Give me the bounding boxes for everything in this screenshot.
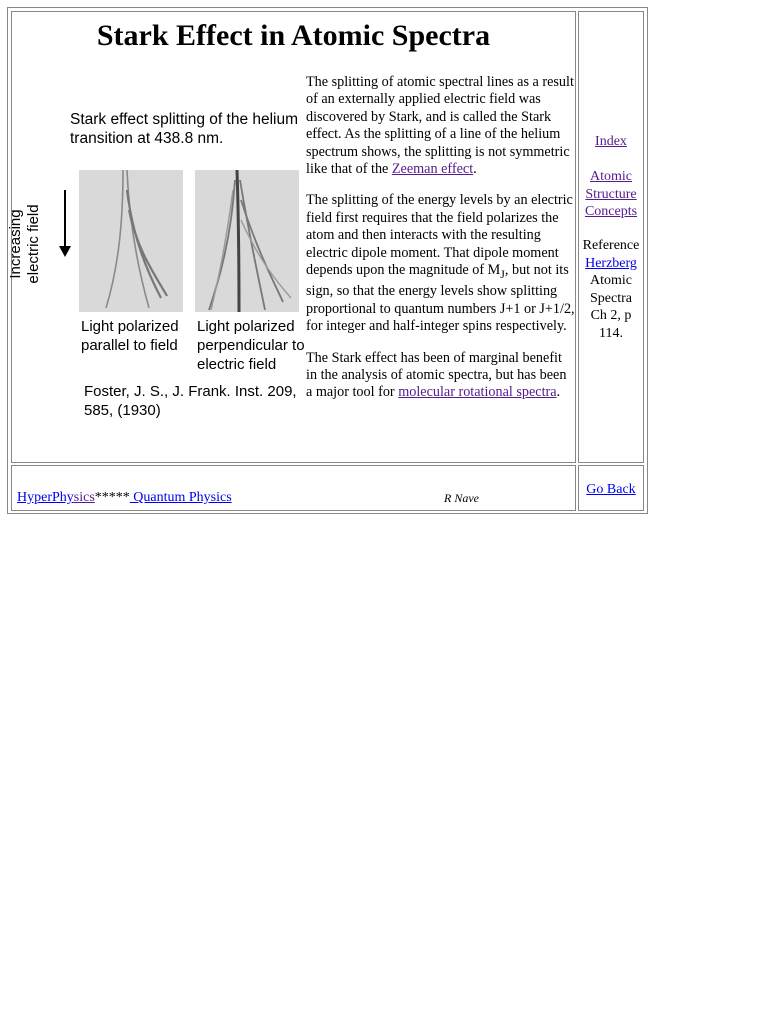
- paragraph-1: [306, 74, 576, 178]
- paragraph-3-end: .: [556, 384, 561, 401]
- hyperphysics-link-a: HyperPhy: [17, 490, 74, 505]
- atomic-structure-link-3[interactable]: Concepts: [584, 204, 638, 219]
- figure-label-perpendicular: Light polarized perpendicular to electric field: [197, 318, 305, 373]
- spectrum-photo-parallel: [79, 170, 183, 312]
- index-link-wrap: [579, 133, 643, 151]
- atomic-structure-link-wrap: [579, 168, 643, 221]
- paragraph-2-subscript: J: [500, 266, 505, 281]
- atomic-structure-link-2[interactable]: Structure: [585, 186, 637, 202]
- atomic-structure-link-1[interactable]: Atomic: [590, 169, 632, 184]
- herzberg-link[interactable]: Herzberg: [585, 255, 637, 271]
- reference-line-1: Atomic: [590, 273, 632, 288]
- figure-label-parallel: Light polarized parallel to field: [81, 318, 179, 354]
- reference-label: Reference: [582, 238, 640, 253]
- paragraph-3-text: The Stark effect has been of marginal benefit in the analysis of atomic spectra, but has been a major tool for: [306, 349, 567, 401]
- reference-line-4: 114.: [599, 325, 623, 341]
- page-table: [7, 7, 648, 514]
- spectrum-photo-perpendicular: [195, 170, 299, 312]
- paragraph-2: [306, 192, 576, 335]
- footer-cell: [11, 465, 576, 511]
- figure-reference: Foster, J. S., J. Frank. Inst. 209, 585, (1930): [84, 383, 297, 419]
- reference-block: [579, 237, 643, 342]
- author-name: R Nave: [444, 491, 479, 505]
- go-back-cell: [578, 465, 644, 511]
- footer-nav: [17, 490, 232, 506]
- main-content-cell: [7, 11, 576, 463]
- hyperphysics-link-b[interactable]: sics: [73, 490, 95, 505]
- figure-caption: Stark effect splitting of the helium transition at 438.8 nm.: [70, 111, 299, 147]
- body-text: [306, 74, 576, 416]
- stark-figure: [7, 110, 305, 430]
- zeeman-effect-link[interactable]: Zeeman effect: [391, 161, 474, 178]
- down-arrow-icon: [64, 190, 66, 248]
- reference-line-2: Spectra: [590, 290, 632, 306]
- quantum-physics-link[interactable]: Quantum Physics: [129, 490, 232, 505]
- paragraph-2-text-b: , but not its sign, so that the energy levels show splitting proportional to quantum numbers J+1 or J+1/2, for integer and half-integer spins respectively.: [306, 262, 575, 335]
- figure-axis-label: Increasing electric field: [7, 204, 42, 284]
- hyperphysics-link[interactable]: [17, 490, 74, 505]
- paragraph-1-text: The splitting of atomic spectral lines as a result of an externally applied electric field was discovered by Stark, and is called the Stark effect. As the splitting of a line of the helium spectrum shows, the splitting is not symmetric like that of the: [306, 74, 574, 178]
- paragraph-3: [306, 350, 576, 402]
- index-link[interactable]: Index: [595, 134, 627, 149]
- molecular-spectra-link[interactable]: molecular rotational spectra: [398, 384, 557, 401]
- sidebar-cell: [578, 11, 644, 463]
- reference-line-3: Ch 2, p: [590, 308, 632, 323]
- page-title: Stark Effect in Atomic Spectra: [96, 19, 491, 52]
- footer-stars: *****: [94, 490, 130, 505]
- paragraph-2-text-a: The splitting of the energy levels by an electric field first requires that the field polarizes the atom and then interacts with the resulting electric dipole moment. That dipole moment depends upon the magnitude of M: [306, 192, 573, 279]
- paragraph-1-end: .: [473, 161, 477, 178]
- go-back-wrap: [579, 482, 643, 498]
- go-back-link[interactable]: Go Back: [586, 482, 636, 497]
